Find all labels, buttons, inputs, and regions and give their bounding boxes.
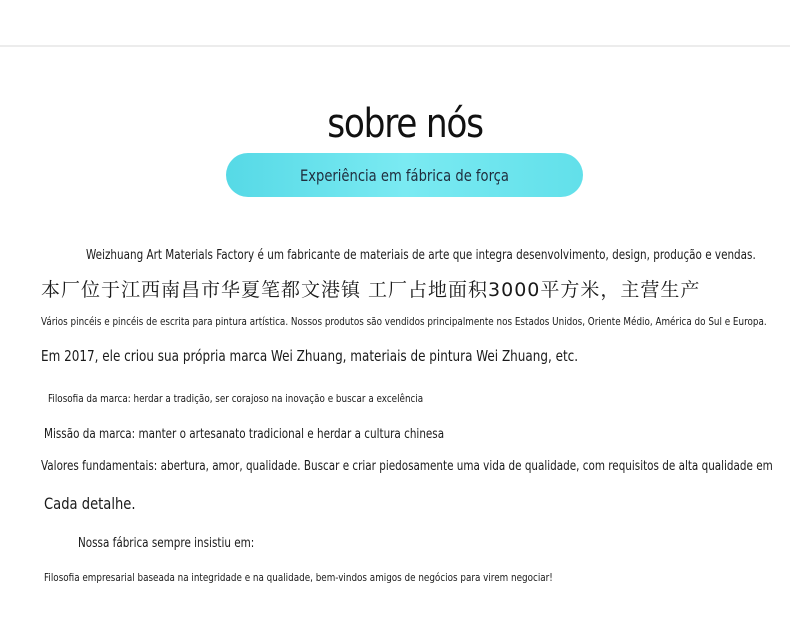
business-philosophy: Filosofia empresarial baseada na integridade e na qualidade, bem-vindos amigos de negócios para virem negociar! xyxy=(44,571,553,584)
brand-philosophy: Filosofia da marca: herdar a tradição, ser corajoso na inovação e buscar a excelência xyxy=(48,392,424,405)
subtitle-pill xyxy=(226,153,583,197)
brand-history: Em 2017, ele criou sua própria marca Wei Zhuang, materiais de pintura Wei Zhuang, etc. xyxy=(41,347,579,365)
page-title: sobre nós xyxy=(327,101,483,147)
factory-insistence: Nossa fábrica sempre insistiu em: xyxy=(78,536,255,551)
values-detail: Cada detalhe. xyxy=(44,494,136,513)
top-navigation-bar xyxy=(0,0,790,47)
intro-paragraph: Weizhuang Art Materials Factory é um fabricante de materiais de arte que integra desenvolvimento, design, produção e vendas. xyxy=(86,248,756,263)
brand-mission: Missão da marca: manter o artesanato tradicional e herdar a cultura chinesa xyxy=(44,427,445,442)
core-values: Valores fundamentais: abertura, amor, qualidade. Buscar e criar piedosamente uma vida de qualidade, com requisitos de alta qualidade em xyxy=(41,459,773,474)
subtitle-text: Experiência em fábrica de força xyxy=(300,165,509,185)
products-paragraph: Vários pincéis e pincéis de escrita para pintura artística. Nossos produtos são vendidos principalmente nos Estados Unidos, Oriente Médio, América do Sul e Europa. xyxy=(41,315,767,328)
chinese-description: 本厂位于江西南昌市华夏笔都文港镇 工厂占地面积3000平方米，主营生产 xyxy=(41,279,701,301)
